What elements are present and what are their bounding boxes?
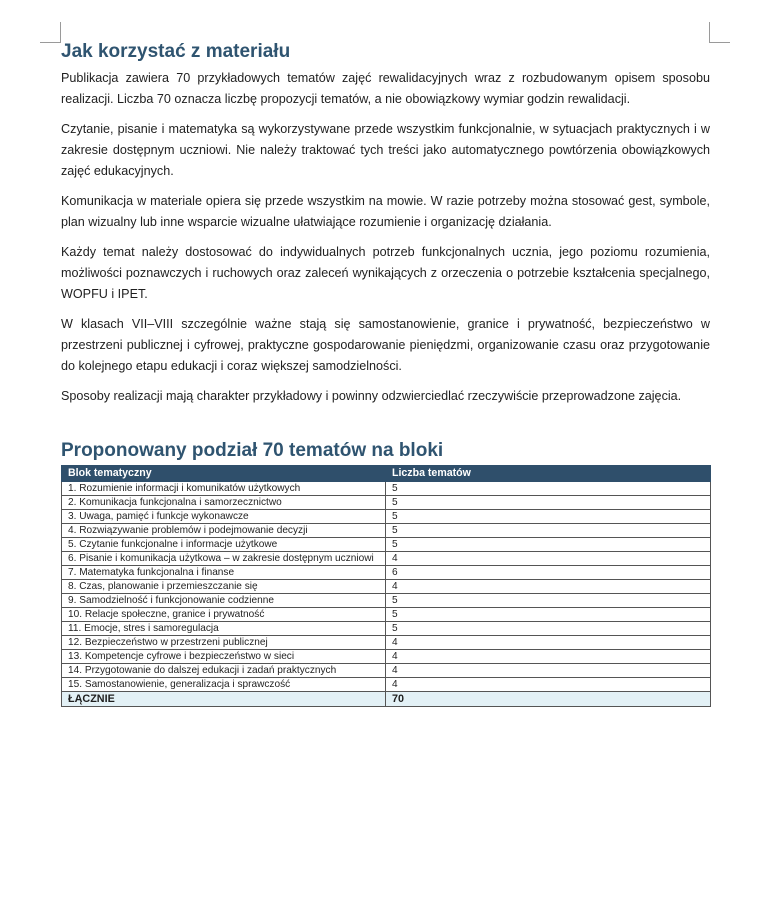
block-name-cell: 10. Relacje społeczne, granice i prywatność — [62, 608, 386, 622]
table-row — [62, 580, 711, 594]
table-row — [62, 538, 711, 552]
paragraph: Komunikacja w materiale opiera się przede wszystkim na mowie. W razie potrzeby można stosować gest, symbole, plan wizualny lub inne wsparcie wizualne ułatwiające rozumienie i organizację działania. — [61, 194, 710, 229]
table-row — [62, 594, 711, 608]
table-row — [62, 622, 711, 636]
table-row — [62, 664, 711, 678]
block-name-cell: 12. Bezpieczeństwo w przestrzeni publicznej — [62, 636, 386, 650]
table-row — [62, 524, 711, 538]
block-name-cell: 6. Pisanie i komunikacja użytkowa – w zakresie dostępnym uczniowi — [62, 552, 386, 566]
topic-count-cell: 4 — [386, 678, 711, 692]
table-row — [62, 650, 711, 664]
table-total-row — [62, 692, 711, 707]
table-row — [62, 552, 711, 566]
paragraph: Każdy temat należy dostosować do indywidualnych potrzeb funkcjonalnych ucznia, jego poziomu rozumienia, możliwości poznawczych i ruchowych oraz zaleceń wynikających z orzeczenia o potrzebie kształcenia specjalnego, WOPFU i IPET. — [61, 245, 710, 301]
topics-table — [61, 465, 711, 707]
table-body — [62, 482, 711, 707]
table-header-row — [62, 466, 711, 482]
block-name-cell: 14. Przygotowanie do dalszej edukacji i zadań praktycznych — [62, 664, 386, 678]
block-name-cell: 9. Samodzielność i funkcjonowanie codzienne — [62, 594, 386, 608]
section-heading-usage: Jak korzystać z materiału — [61, 41, 291, 62]
topic-count-cell: 5 — [386, 482, 711, 496]
column-header-block: Blok tematyczny — [62, 466, 386, 482]
paragraph: Sposoby realizacji mają charakter przykładowy i powinny odzwierciedlać rzeczywiście przeprowadzone zajęcia. — [61, 389, 682, 403]
topic-count-cell: 5 — [386, 608, 711, 622]
document-page — [61, 40, 710, 707]
block-name-cell: 15. Samostanowienie, generalizacja i sprawczość — [62, 678, 386, 692]
topic-count-cell: 6 — [386, 566, 711, 580]
block-name-cell: 2. Komunikacja funkcjonalna i samorzecznictwo — [62, 496, 386, 510]
block-name-cell: 11. Emocje, stres i samoregulacja — [62, 622, 386, 636]
table-row — [62, 608, 711, 622]
topic-count-cell: 5 — [386, 510, 711, 524]
table-row — [62, 482, 711, 496]
column-header-count: Liczba tematów — [386, 466, 711, 482]
paragraph: Publikacja zawiera 70 przykładowych tematów zajęć rewalidacyjnych wraz z rozbudowanym opisem sposobu realizacji. Liczba 70 oznacza liczbę propozycji tematów, a nie obowiązkowy wymiar godzin rewalidacji. — [61, 71, 710, 106]
topic-count-cell: 4 — [386, 552, 711, 566]
table-row — [62, 510, 711, 524]
topic-count-cell: 4 — [386, 636, 711, 650]
block-name-cell: 3. Uwaga, pamięć i funkcje wykonawcze — [62, 510, 386, 524]
paragraph: W klasach VII–VIII szczególnie ważne stają się samostanowienie, granice i prywatność, bezpieczeństwo w przestrzeni publicznej i cyfrowej, praktyczne gospodarowanie pieniędzmi, organizowanie czasu oraz przygotowanie do kolejnego etapu edukacji i coraz większej samodzielności. — [61, 317, 710, 373]
topic-count-cell: 5 — [386, 538, 711, 552]
topic-count-cell: 4 — [386, 664, 711, 678]
total-label-cell: ŁĄCZNIE — [62, 692, 386, 707]
topic-count-cell: 4 — [386, 650, 711, 664]
block-name-cell: 8. Czas, planowanie i przemieszczanie się — [62, 580, 386, 594]
block-name-cell: 4. Rozwiązywanie problemów i podejmowanie decyzji — [62, 524, 386, 538]
topic-count-cell: 5 — [386, 496, 711, 510]
crop-mark-top-right — [709, 22, 730, 43]
table-row — [62, 636, 711, 650]
paragraph: Czytanie, pisanie i matematyka są wykorzystywane przede wszystkim funkcjonalnie, w sytuacjach praktycznych i w zakresie dostępnym uczniowi. Nie należy traktować tych treści jako automatycznego powtórzenia obowiązkowych zajęć edukacyjnych. — [61, 122, 710, 178]
total-value-cell: 70 — [386, 692, 711, 707]
topic-count-cell: 4 — [386, 580, 711, 594]
crop-mark-top-left — [40, 22, 61, 43]
block-name-cell: 7. Matematyka funkcjonalna i finanse — [62, 566, 386, 580]
topic-count-cell: 5 — [386, 594, 711, 608]
block-name-cell: 1. Rozumienie informacji i komunikatów użytkowych — [62, 482, 386, 496]
block-name-cell: 5. Czytanie funkcjonalne i informacje użytkowe — [62, 538, 386, 552]
table-row — [62, 678, 711, 692]
table-row — [62, 566, 711, 580]
table-row — [62, 496, 711, 510]
topic-count-cell: 5 — [386, 524, 711, 538]
block-name-cell: 13. Kompetencje cyfrowe i bezpieczeństwo w sieci — [62, 650, 386, 664]
section-heading-blocks: Proponowany podział 70 tematów na bloki — [61, 440, 444, 461]
topic-count-cell: 5 — [386, 622, 711, 636]
